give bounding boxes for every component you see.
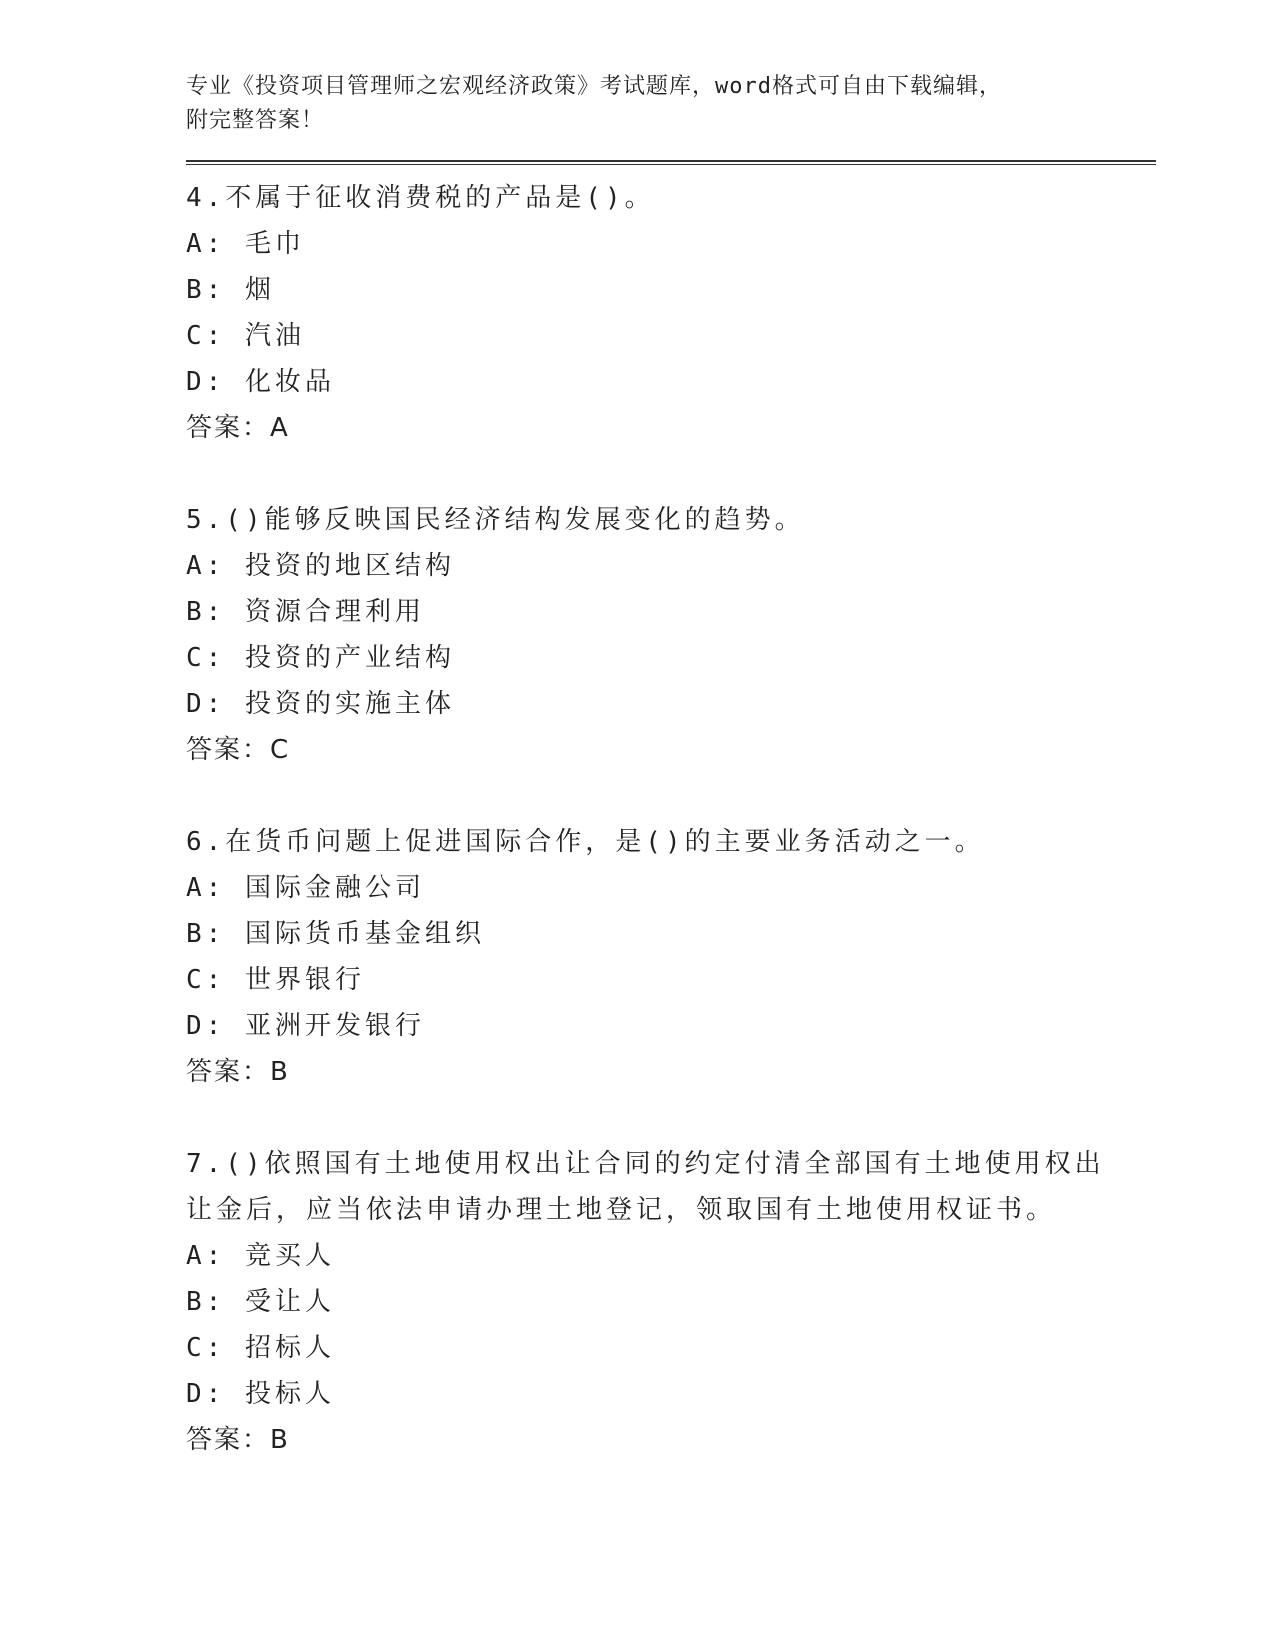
header-line-2: 附完整答案！ <box>186 108 325 133</box>
question-7 <box>186 1141 1156 1463</box>
option-d: D: 投标人 <box>186 1379 335 1409</box>
question-stem: 5.()能够反映国民经济结构发展变化的趋势。 <box>186 505 805 535</box>
option-d: D: 化妆品 <box>186 367 335 397</box>
question-stem: 6.在货币问题上促进国际合作，是()的主要业务活动之一。 <box>186 827 985 857</box>
option-a: A: 国际金融公司 <box>186 873 425 903</box>
option-b: B: 资源合理利用 <box>186 597 425 627</box>
question-5 <box>186 497 1156 773</box>
option-b: B: 烟 <box>186 275 275 305</box>
option-c: C: 招标人 <box>186 1333 335 1363</box>
option-b: B: 受让人 <box>186 1287 335 1317</box>
answer: 答案：B <box>186 1425 290 1455</box>
option-d: D: 亚洲开发银行 <box>186 1011 425 1041</box>
question-4 <box>186 175 1156 451</box>
header-line-1: 专业《投资项目管理师之宏观经济政策》考试题库，word格式可自由下载编辑， <box>186 74 1002 99</box>
question-list <box>186 175 1156 1463</box>
option-a: A: 竞买人 <box>186 1241 335 1271</box>
option-d: D: 投资的实施主体 <box>186 689 455 719</box>
header-divider <box>186 160 1156 165</box>
question-stem: 4.不属于征收消费税的产品是()。 <box>186 183 655 213</box>
option-a: A: 毛巾 <box>186 229 305 259</box>
option-c: C: 世界银行 <box>186 965 365 995</box>
option-a: A: 投资的地区结构 <box>186 551 455 581</box>
answer: 答案：C <box>186 735 291 765</box>
question-stem-continued: 让金后，应当依法申请办理土地登记，领取国有土地使用权证书。 <box>186 1195 1057 1225</box>
question-6 <box>186 819 1156 1095</box>
option-b: B: 国际货币基金组织 <box>186 919 485 949</box>
document-page <box>186 70 1156 1509</box>
question-stem: 7.()依照国有土地使用权出让合同的约定付清全部国有土地使用权出 <box>186 1149 1105 1179</box>
answer: 答案：B <box>186 1057 290 1087</box>
option-c: C: 投资的产业结构 <box>186 643 455 673</box>
document-header <box>186 70 1156 138</box>
option-c: C: 汽油 <box>186 321 305 351</box>
answer: 答案：A <box>186 413 290 443</box>
